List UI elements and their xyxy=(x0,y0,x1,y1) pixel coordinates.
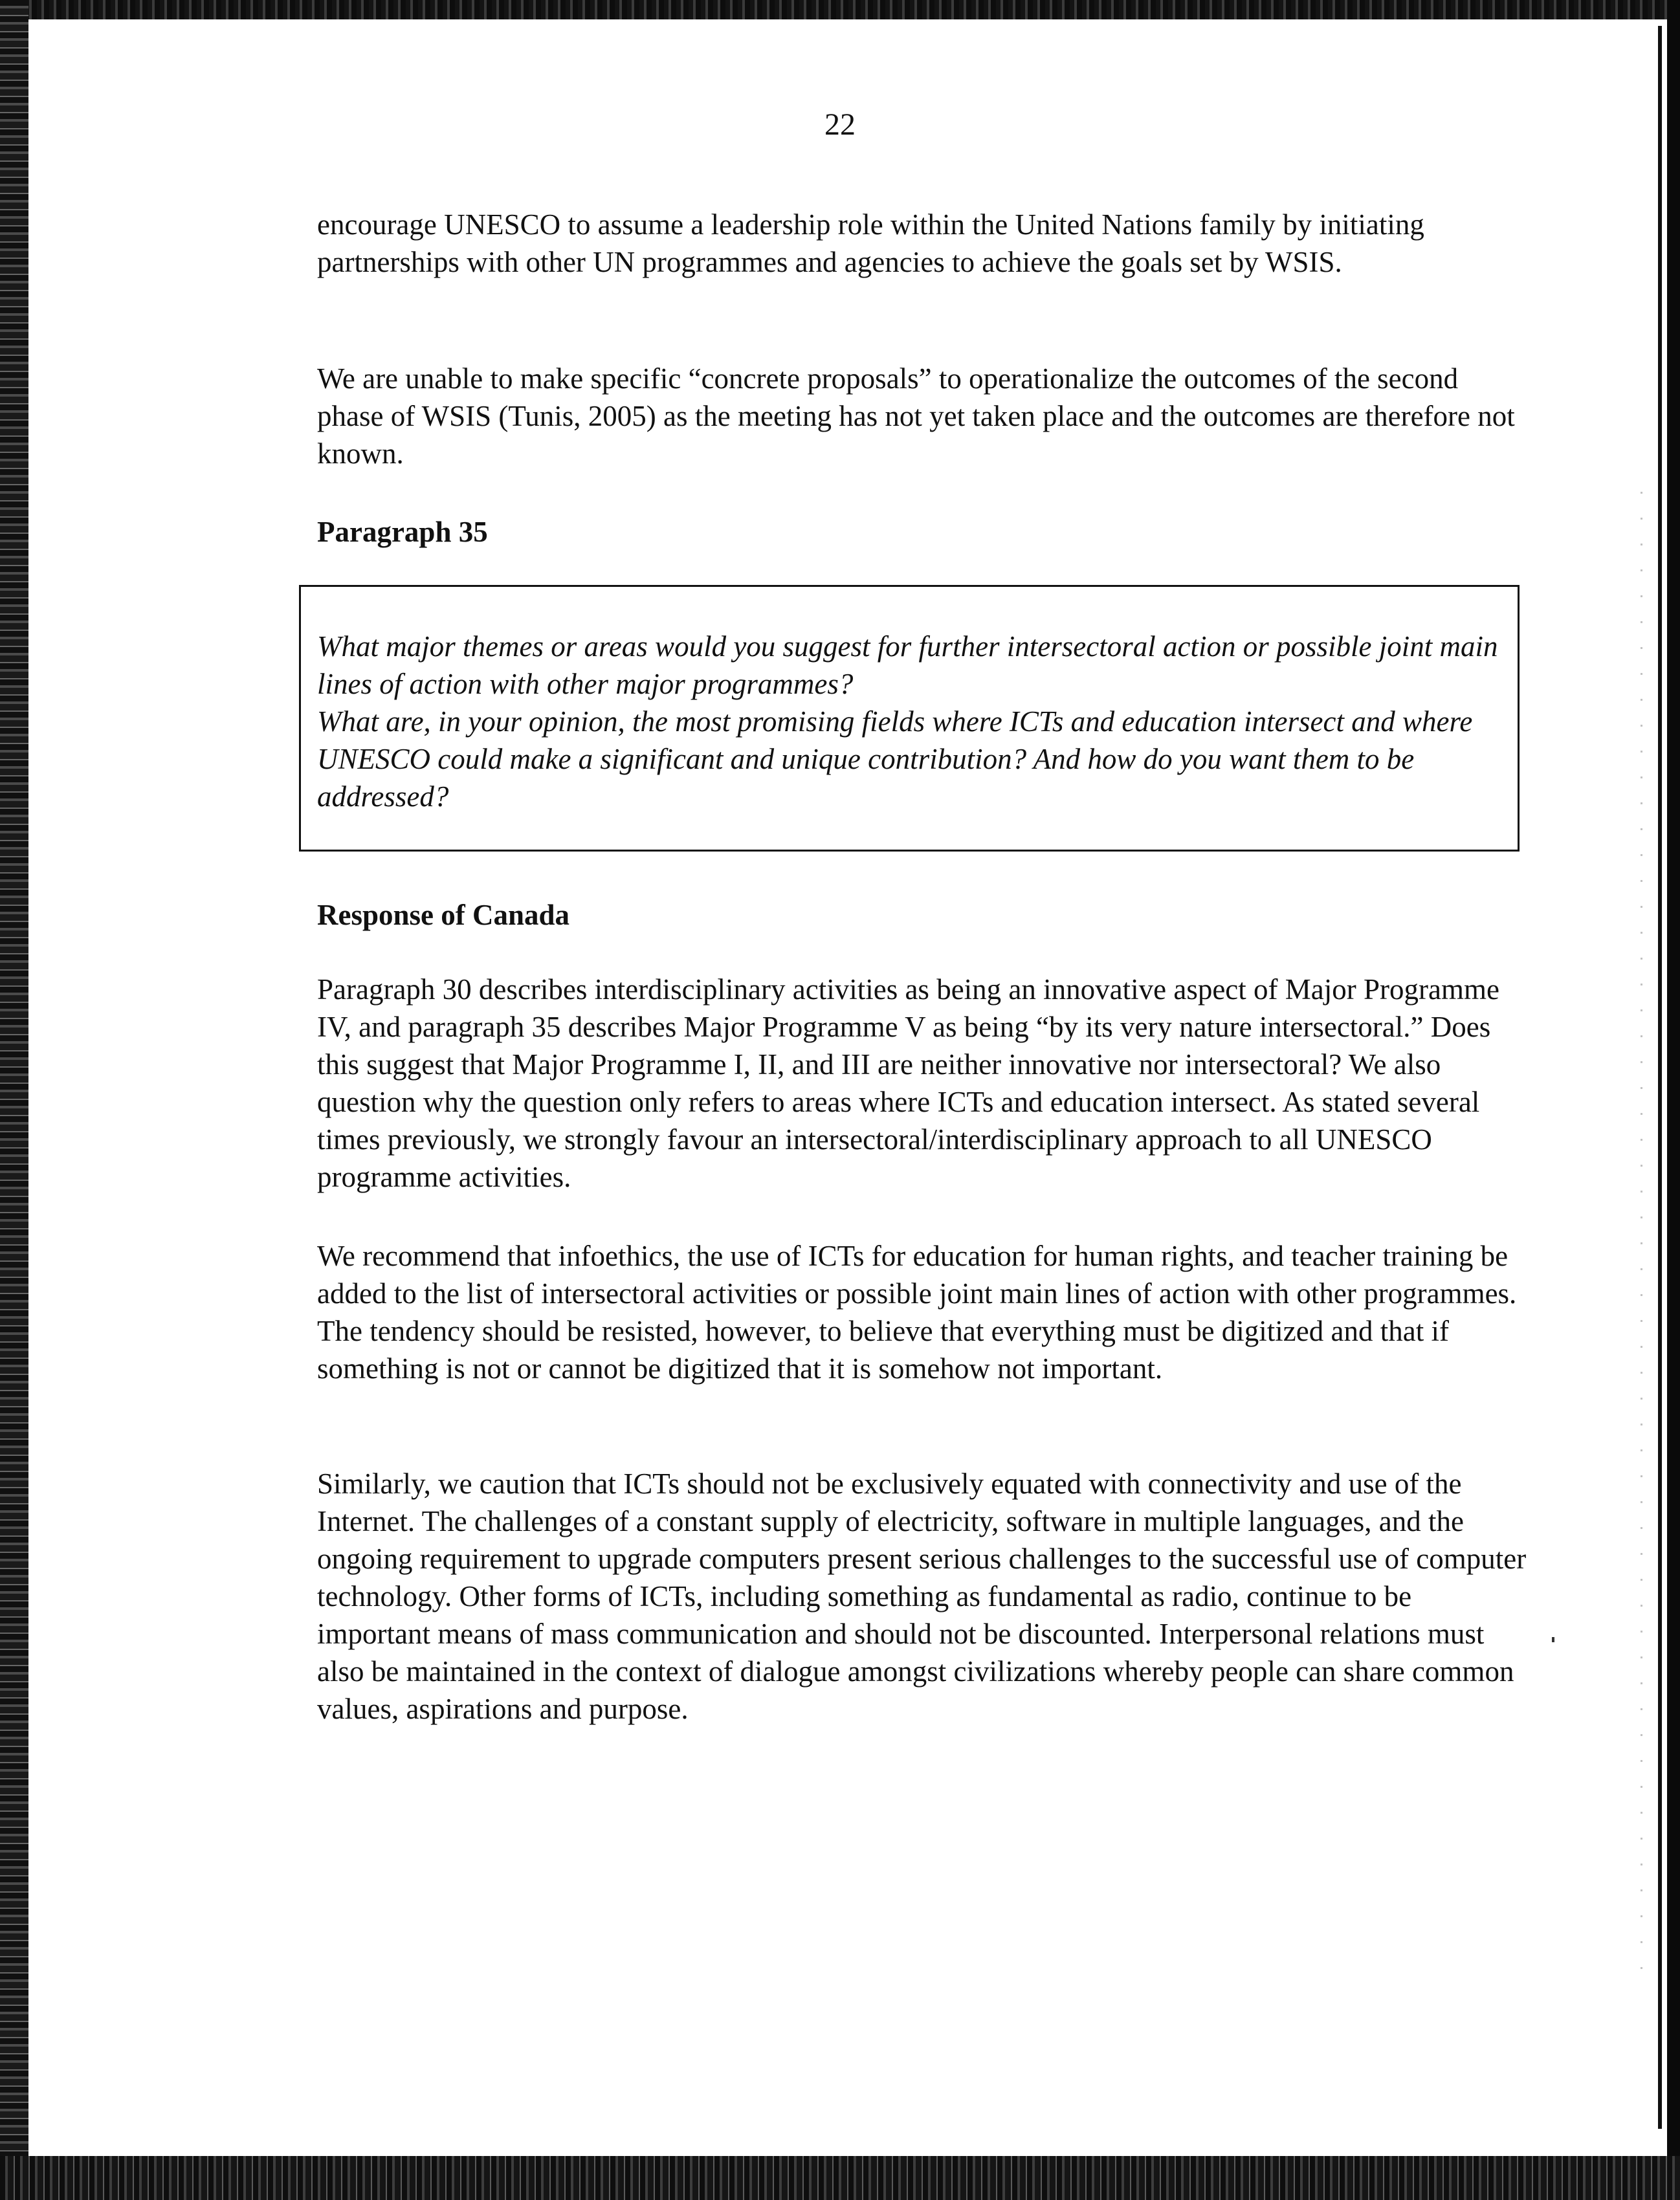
scan-border-top xyxy=(0,0,1680,19)
scan-artifact-mark xyxy=(1552,1637,1554,1642)
body-paragraph: We are unable to make specific “concrete proposals” to operationalize the outcomes of the second phase of WSIS (Tunis, 2005) as the meeting has not yet taken place and the outcomes are therefore not known. xyxy=(317,362,1515,470)
body-paragraph: We recommend that infoethics, the use of ICTs for education for human rights, and teacher training be added to the list of intersectoral activities or possible joint main lines of action with other programmes. The tendency should be resisted, however, to believe that everything must be digitized and that if something is not or cannot be digitized that it is somehow not important. xyxy=(317,1240,1517,1385)
question-box-text xyxy=(317,628,1508,815)
scan-border-left xyxy=(0,0,28,2200)
body-paragraph: Similarly, we caution that ICTs should not be exclusively equated with connectivity and use of the Internet. The challenges of a constant supply of electricity, software in multiple languages, and the ongoing requirement to upgrade computers present serious challenges to the successful use of computer technology. Other forms of ICTs, including something as fundamental as radio, continue to be important means of mass communication and should not be discounted. Interpersonal relations must also be maintained in the context of dialogue amongst civilizations whereby people can share common values, aspirations and purpose. xyxy=(317,1468,1527,1725)
page-edge-shadow xyxy=(1658,26,1662,2129)
scan-speckle xyxy=(1641,492,1642,1980)
section-heading: Response of Canada xyxy=(317,899,570,931)
question-text: What major themes or areas would you suggest for further intersectoral action or possible joint main lines of action with other major programmes? xyxy=(317,630,1498,700)
page-number: 22 xyxy=(824,107,856,142)
scan-border-right xyxy=(1667,0,1680,2200)
section-heading: Paragraph 35 xyxy=(317,516,488,548)
body-paragraph: encourage UNESCO to assume a leadership role within the United Nations family by initiating partnerships with other UN programmes and agencies to achieve the goals set by WSIS. xyxy=(317,208,1424,278)
body-paragraph: Paragraph 30 describes interdisciplinary activities as being an innovative aspect of Major Programme IV, and paragraph 35 describes Major Programme V as being “by its very nature intersectoral.” Does this suggest that Major Programme I, II, and III are neither innovative nor intersectoral? We also question why the question only refers to areas where ICTs and education intersect. As stated several times previously, we strongly favour an intersectoral/interdisciplinary approach to all UNESCO programme activities. xyxy=(317,973,1499,1193)
question-text: What are, in your opinion, the most promising fields where ICTs and education intersect and where UNESCO could make a significant and unique contribution? And how do you want them to be addressed? xyxy=(317,705,1473,813)
scan-border-bottom xyxy=(0,2156,1680,2200)
